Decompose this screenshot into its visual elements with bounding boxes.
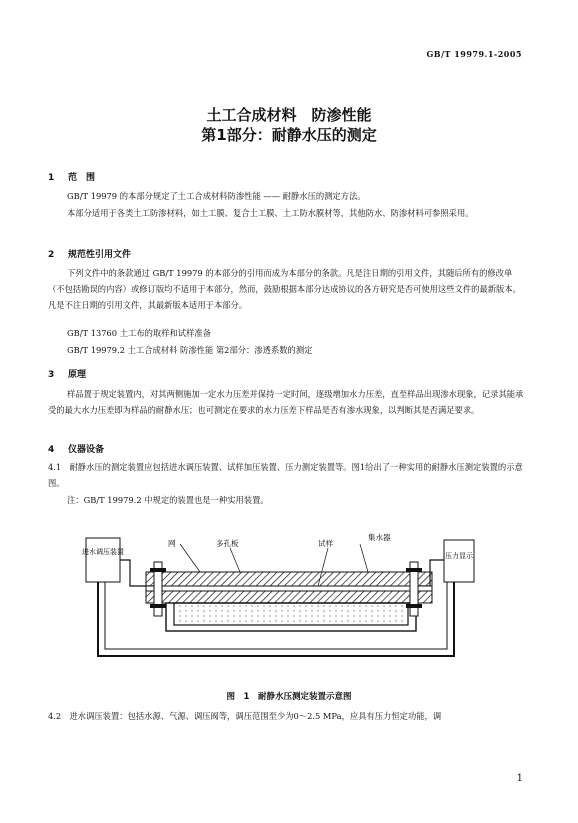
section-1-para-1: GB/T 19979 的本部分规定了土工合成材料防渗性能 —— 耐静水压的测定方法。	[67, 191, 366, 201]
section-2-number: 2	[48, 250, 55, 260]
top-flange	[146, 572, 432, 586]
section-1-heading	[48, 170, 95, 183]
title-line-1: 土工合成材料 防渗性能	[206, 106, 372, 124]
section-2-heading	[48, 247, 131, 260]
section-4-note: 注：GB/T 19979.2 中规定的装置也是一种实用装置。	[67, 495, 269, 505]
pressure-display-label: 压力显示	[445, 552, 473, 560]
sample-label: 试样	[318, 539, 333, 548]
section-4-para-1: 4.1 耐静水压的测定装置应包括进水调压装置、试样加压装置、压力测定装置等。图1给出了一种实用的耐静水压测定装置的示意图。	[48, 462, 523, 488]
figure-1-diagram	[70, 524, 510, 674]
title-line-2: 第1部分：耐静水压的测定	[201, 126, 377, 144]
collector-leader	[360, 544, 368, 572]
pressure-display-box	[444, 540, 474, 582]
page-number: 1	[516, 773, 523, 784]
figure-1-caption: 图 1 耐静水压测定装置示意图	[226, 692, 352, 702]
bottom-flange	[146, 591, 432, 603]
section-1-number: 1	[48, 173, 55, 183]
section-4-title: 仪器设备	[68, 445, 105, 455]
net-label: 网	[168, 539, 176, 548]
sample-layer	[146, 586, 432, 591]
section-4-heading	[48, 442, 104, 455]
section-3-para-1: 样品置于规定装置内，对其两侧施加一定水力压差并保持一定时间，逐级增加水力压差，直至样品出现渗水现象，记录其能承受的最大水力压差即为样品的耐静水压；也可测定在要求的水力压差下样品是否有渗水现象，以判断其是否满足要求。	[48, 389, 524, 415]
section-3-number: 3	[48, 370, 55, 380]
section-2-para-1: 下列文件中的条款通过 GB/T 19979 的本部分的引用而成为本部分的条款。凡是注日期的引用文件，其随后所有的修改单（不包括勘误的内容）或修订版均不适用于本部分，然而，鼓励根据本部分达成协议的各方研究是否可使用这些文件的最新版本。凡是不注日期的引用文件，其最新版本适用于本部分。	[48, 268, 521, 310]
section-3-title: 原理	[68, 370, 87, 380]
reference-2: GB/T 19979.2 土工合成材料 防渗性能 第2部分：渗透系数的测定	[67, 345, 313, 355]
section-1-para-2: 本部分适用于各类土工防渗材料，如土工膜、复合土工膜、土工防水膜材等，其他防水、防渗材料可参照采用。	[67, 208, 474, 218]
reference-1: GB/T 13760 土工布的取样和试样准备	[67, 328, 211, 338]
section-4-para-2: 4.2 进水调压装置：包括水源、气源、调压阀等，调压范围至少为0～2.5 MPa，应具有压力恒定功能，调	[48, 711, 442, 721]
net-leader	[180, 544, 200, 572]
inlet-regulator-box	[86, 538, 120, 582]
section-3-heading	[48, 367, 86, 380]
collector-label: 集水器	[368, 533, 391, 542]
section-4-number: 4	[48, 445, 55, 455]
inlet-regulator-label: 进水调压装置	[82, 548, 124, 556]
section-2-title: 规范性引用文件	[68, 250, 132, 260]
section-1-title: 范 围	[68, 173, 96, 183]
water-chamber	[174, 603, 408, 625]
plate-leader	[230, 548, 240, 572]
perforated-plate-label: 多孔板	[216, 539, 239, 548]
standard-code: GB/T 19979.1-2005	[426, 49, 522, 59]
